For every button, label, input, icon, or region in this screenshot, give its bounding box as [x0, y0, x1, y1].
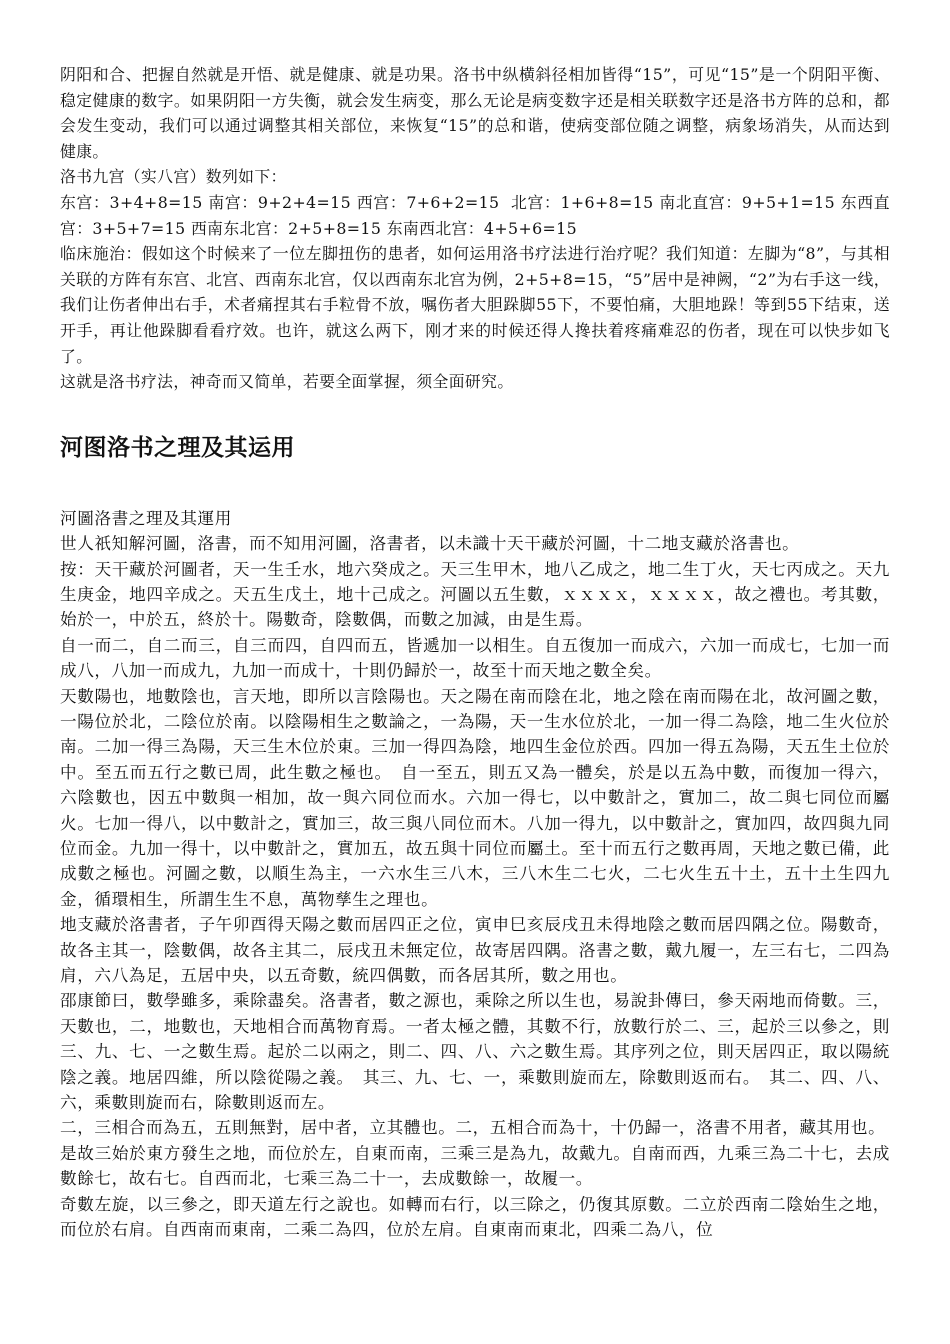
closing-paragraph: 这就是洛书疗法，神奇而又简单，若要全面掌握，须全面研究。 [60, 372, 514, 392]
trad-paragraph-5: 地支藏於洛書者，子午卯酉得天陽之數而居四正之位，寅申巳亥辰戌丑未得地陰之數而居四隅之位。陽數奇，故各主其一，陰數偶，故各主其二，辰戌丑未無定位，故寄居四隅。洛書之數，戴九履一，左三右七，二四為肩，六八為足，五居中央，以五奇數，統四偶數，而各居其所，數之用也。 [60, 915, 890, 986]
heading-spacer [60, 462, 890, 506]
trad-paragraph-3: 自一而二，自二而三，自三而四，自四而五，皆遞加一以相生。自五復加一而成六，六加一而成七，七加一而成八，八加一而成九，九加一而成十，十則仍歸於一，故至十而天地之數全矣。 [60, 635, 890, 681]
trad-paragraph-9: 奇數左旋，以三參之，即天道左行之說也。如轉而右行，以三除之，仍復其原數。二立於西南二陰始生之地，而位於右肩。自西南而東南，二乘二為四，位於左肩。自東南而東北，四乘二為八，位 [60, 1194, 890, 1240]
nine-palaces-caption: 洛书九宫（实八宫）数列如下： [60, 167, 287, 187]
trad-paragraph-6: 邵康節曰，數學雖多，乘除盡矣。洛書者，數之源也，乘除之所以生也，易說卦傳曰，參天兩地而倚數。三，天數也，二，地數也，天地相合而萬物育焉。一者太極之體，其數不行，放數行於二、三，起於三以參之，則三、九、七、一之數生焉。起於二以兩之，則二、四、八、六之數生焉。其序列之位，則天居四正，取以陽統陰之義。地居四維，所以陰從陽之義。 其三、九、七、一，乘數則旋而左，除數則返而右。 其二、四、八、六，乘數則旋而右，除數則返而左。 [60, 991, 890, 1113]
trad-subtitle: 河圖洛書之理及其運用 [60, 508, 232, 528]
trad-paragraph-7: 二，三相合而為五，五則無對，居中者，立其體也。二，五相合而為十，十仍歸一，洛書不用者，藏其用也。 [60, 1118, 886, 1138]
nine-palaces-list: 东宫：3+4+8=15 南宫：9+2+4=15 西宫：7+6+2=15 北宫：1+6+8=15 南北直宫：9+5+1=15 东西直宫：3+5+7=15 西南东北宫：2+5+8=15 东南西北宫：4+5+6=15 [60, 192, 890, 238]
trad-paragraph-4: 天數陽也，地數陰也，言天地，即所以言陰陽也。天之陽在南而陰在北，地之陰在南而陽在北，故河圖之數，一陽位於北，二陰位於南。以陰陽相生之數論之，一為陽，天一生水位於北，一加一得二為陰，地二生火位於南。二加一得三為陽，天三生木位於東。三加一得四為陰，地四生金位於西。四加一得五為陽，天五生土位於中。至五而五行之數已周，此生數之極也。 自一至五，則五又為一體矣，於是以五為中數，而復加一得六，六陰數也，因五中數與一相加，故一與六同位而水。六加一得七，以中數計之，實加二，故二與七同位而屬火。七加一得八，以中數計之，實加三，故三與八同位而木。八加一得九，以中數計之，實加四，故四與九同位而金。九加一得十，以中數計之，實加五，故五與十同位而屬土。至十而五行之數再周，天地之數已備，此成數之極也。河圖之數，以順生為主，一六水生三八木，三八木生二七火，二七火生五十土，五十土生四九金，循環相生，所謂生生不息，萬物孳生之理也。 [60, 686, 890, 909]
trad-paragraph-2: 按：天干藏於河圖者，天一生壬水，地六癸成之。天三生甲木，地八乙成之，地二生丁火，天七丙成之。天九生庚金，地四辛成之。天五生戊土，地十己成之。河圖以五生數，ｘｘｘｘ，ｘｘｘｘ，故之禮也。考其數，始於一，中於五，終於十。陽數奇，陰數偶，而數之加減，由是生焉。 [60, 559, 890, 630]
trad-paragraph-8: 是故三始於東方發生之地，而位於左，自東而南，三乘三是為九，故戴九。自南而西，九乘三為二十七，去成數餘七，故右七。自西而北，七乘三為二十一，去成數餘一，故履一。 [60, 1143, 890, 1189]
clinical-treatment-paragraph: 临床施治：假如这个时候来了一位左脚扭伤的患者，如何运用洛书疗法进行治疗呢？我们知道：左脚为“8”，与其相关联的方阵有东宫、北宫、西南东北宫，仅以西南东北宫为例，2+5+8=15，“5”居中是神阙，“2”为右手这一线，我们让伤者伸出右手，术者痛捏其右手粒骨不放，嘱伤者大胆跺脚55下，不要怕痛，大胆地跺！等到55下结束，送开手，再让他跺脚看看疗效。也许，就这么两下，刚才来的时候还得人搀扶着疼痛难忍的伤者，现在可以快步如飞了。 [60, 244, 890, 366]
document-page [60, 62, 890, 1243]
trad-paragraph-1: 世人祇知解河圖，洛書，而不知用河圖，洛書者，以未識十天干藏於河圖，十二地支藏於洛書也。 [60, 534, 800, 554]
section-heading: 河图洛书之理及其运用 [60, 434, 295, 461]
intro-paragraph-harmony: 阴阳和合、把握自然就是开悟、就是健康、就是功果。洛书中纵横斜径相加皆得“15”，可见“15”是一个阴阳平衡、稳定健康的数字。如果阴阳一方失衡，就会发生病变，那么无论是病变数字还是相关联数字还是洛书方阵的总和，都会发生变动，我们可以通过调整其相关部位，来恢复“15”的总和谐，使病变部位随之调整，病象场消失，从而达到健康。 [60, 65, 890, 161]
